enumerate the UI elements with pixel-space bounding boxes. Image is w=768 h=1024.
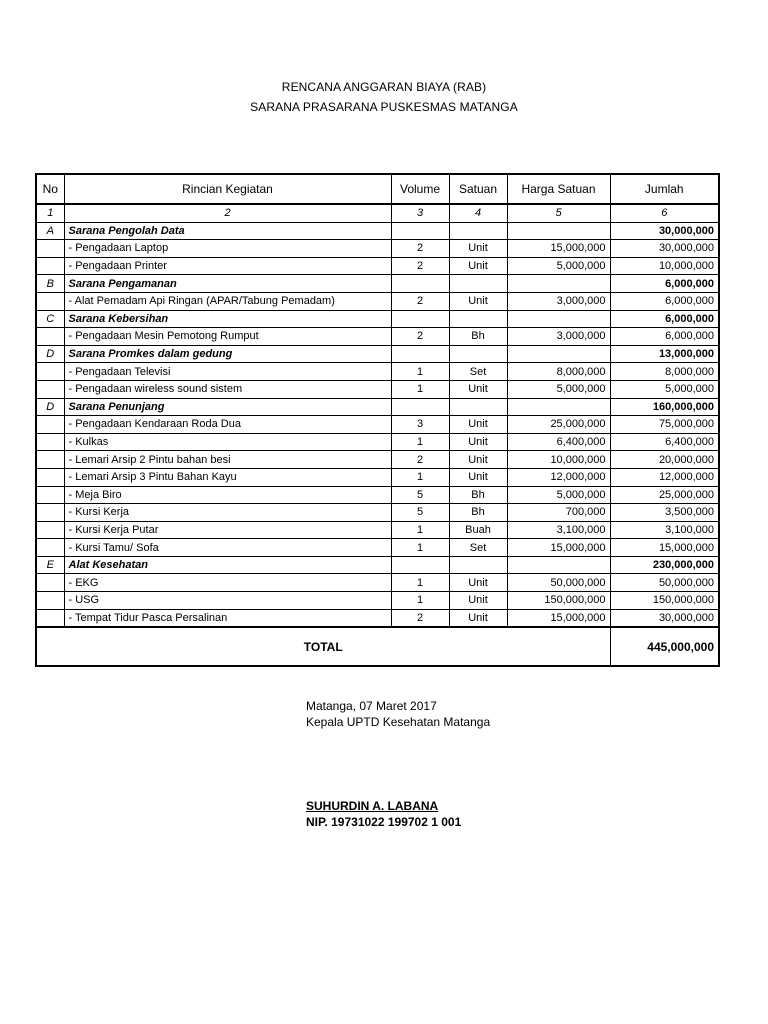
cell-satuan: Bh [449, 486, 507, 504]
cell-rincian: - Pengadaan Televisi [64, 363, 391, 381]
cell-satuan [449, 275, 507, 293]
cell-volume: 3 [391, 416, 449, 434]
cell-harga-satuan: 15,000,000 [507, 240, 610, 258]
cell-volume: 2 [391, 240, 449, 258]
cell-satuan: Set [449, 539, 507, 557]
cell-no [36, 257, 64, 275]
category-row [36, 556, 719, 574]
cell-volume: 1 [391, 363, 449, 381]
cell-no [36, 416, 64, 434]
cell-satuan: Unit [449, 609, 507, 627]
cell-rincian: - EKG [64, 574, 391, 592]
cell-harga-satuan [507, 222, 610, 240]
header-rincian-kegiatan: Rincian Kegiatan [64, 174, 391, 204]
cell-harga-satuan: 6,400,000 [507, 433, 610, 451]
cell-rincian: Sarana Pengamanan [64, 275, 391, 293]
cell-no [36, 292, 64, 310]
cell-no [36, 609, 64, 627]
cell-rincian: - Meja Biro [64, 486, 391, 504]
cell-harga-satuan: 150,000,000 [507, 592, 610, 610]
cell-satuan [449, 345, 507, 363]
table-row [36, 609, 719, 627]
table-row [36, 521, 719, 539]
cell-harga-satuan: 3,100,000 [507, 521, 610, 539]
cell-no [36, 451, 64, 469]
cell-harga-satuan: 5,000,000 [507, 486, 610, 504]
cell-no [36, 592, 64, 610]
cell-harga-satuan: 3,000,000 [507, 328, 610, 346]
table-row [36, 592, 719, 610]
table-row [36, 433, 719, 451]
cell-no: C [36, 310, 64, 328]
cell-no: D [36, 345, 64, 363]
cell-jumlah: 230,000,000 [610, 556, 719, 574]
cell-no [36, 433, 64, 451]
cell-harga-satuan: 15,000,000 [507, 609, 610, 627]
cell-no: E [36, 556, 64, 574]
table-row [36, 486, 719, 504]
column-number: 4 [449, 204, 507, 222]
cell-jumlah: 5,000,000 [610, 380, 719, 398]
cell-satuan: Unit [449, 574, 507, 592]
cell-harga-satuan [507, 556, 610, 574]
cell-jumlah: 8,000,000 [610, 363, 719, 381]
cell-volume: 2 [391, 257, 449, 275]
table-header-row [36, 174, 719, 204]
cell-satuan: Unit [449, 380, 507, 398]
cell-satuan [449, 556, 507, 574]
table-row [36, 240, 719, 258]
cell-rincian: - Lemari Arsip 3 Pintu Bahan Kayu [64, 468, 391, 486]
cell-harga-satuan: 12,000,000 [507, 468, 610, 486]
cell-volume [391, 345, 449, 363]
cell-volume: 1 [391, 592, 449, 610]
cell-jumlah: 6,000,000 [610, 292, 719, 310]
cell-jumlah: 160,000,000 [610, 398, 719, 416]
header-volume: Volume [391, 174, 449, 204]
cell-rincian: - Kursi Kerja [64, 504, 391, 522]
cell-volume: 1 [391, 574, 449, 592]
cell-satuan [449, 398, 507, 416]
table-row [36, 380, 719, 398]
document-subtitle: SARANA PRASARANA PUSKESMAS MATANGA [250, 100, 518, 114]
signatory-name: SUHURDIN A. LABANA [306, 799, 439, 813]
cell-rincian: - Pengadaan Mesin Pemotong Rumput [64, 328, 391, 346]
cell-jumlah: 6,400,000 [610, 433, 719, 451]
cell-volume [391, 310, 449, 328]
cell-harga-satuan [507, 275, 610, 293]
cell-jumlah: 6,000,000 [610, 310, 719, 328]
cell-jumlah: 6,000,000 [610, 328, 719, 346]
cell-jumlah: 30,000,000 [610, 240, 719, 258]
cell-jumlah: 50,000,000 [610, 574, 719, 592]
header-satuan: Satuan [449, 174, 507, 204]
cell-volume [391, 222, 449, 240]
cell-harga-satuan: 5,000,000 [507, 380, 610, 398]
cell-satuan: Unit [449, 257, 507, 275]
cell-harga-satuan: 10,000,000 [507, 451, 610, 469]
category-row [36, 275, 719, 293]
cell-rincian: - Kursi Tamu/ Sofa [64, 539, 391, 557]
column-number: 5 [507, 204, 610, 222]
cell-no [36, 380, 64, 398]
cell-no [36, 240, 64, 258]
document-title: RENCANA ANGGARAN BIAYA (RAB) [281, 80, 487, 94]
column-number: 3 [391, 204, 449, 222]
cell-volume: 5 [391, 504, 449, 522]
cell-volume: 2 [391, 292, 449, 310]
cell-satuan: Buah [449, 521, 507, 539]
cell-rincian: - Pengadaan Printer [64, 257, 391, 275]
cell-rincian: - USG [64, 592, 391, 610]
cell-rincian: Sarana Promkes dalam gedung [64, 345, 391, 363]
cell-harga-satuan [507, 345, 610, 363]
cell-no [36, 521, 64, 539]
header-harga-satuan: Harga Satuan [507, 174, 610, 204]
cell-volume: 1 [391, 468, 449, 486]
header-jumlah: Jumlah [610, 174, 719, 204]
cell-jumlah: 3,100,000 [610, 521, 719, 539]
cell-rincian: Sarana Penunjang [64, 398, 391, 416]
table-row [36, 451, 719, 469]
cell-jumlah: 30,000,000 [610, 609, 719, 627]
table-row [36, 504, 719, 522]
cell-no [36, 504, 64, 522]
cell-harga-satuan [507, 310, 610, 328]
cell-jumlah: 3,500,000 [610, 504, 719, 522]
cell-rincian: - Pengadaan Laptop [64, 240, 391, 258]
cell-jumlah: 13,000,000 [610, 345, 719, 363]
cell-no [36, 574, 64, 592]
cell-jumlah: 10,000,000 [610, 257, 719, 275]
cell-no [36, 486, 64, 504]
cell-no [36, 539, 64, 557]
cell-jumlah: 150,000,000 [610, 592, 719, 610]
cell-jumlah: 30,000,000 [610, 222, 719, 240]
cell-harga-satuan: 5,000,000 [507, 257, 610, 275]
cell-rincian: - Kursi Kerja Putar [64, 521, 391, 539]
cell-harga-satuan: 3,000,000 [507, 292, 610, 310]
cell-volume [391, 275, 449, 293]
cell-rincian: Sarana Pengolah Data [64, 222, 391, 240]
cell-harga-satuan [507, 398, 610, 416]
cell-rincian: Sarana Kebersihan [64, 310, 391, 328]
cell-satuan [449, 222, 507, 240]
column-number-row [36, 204, 719, 222]
total-row [36, 627, 719, 666]
signatory-nip: NIP. 19731022 199702 1 001 [306, 815, 462, 829]
cell-no: D [36, 398, 64, 416]
cell-satuan: Bh [449, 328, 507, 346]
total-value: 445,000,000 [610, 627, 719, 666]
cell-volume: 2 [391, 609, 449, 627]
cell-volume: 2 [391, 328, 449, 346]
cell-no: B [36, 275, 64, 293]
signatory-office: Kepala UPTD Kesehatan Matanga [306, 715, 491, 729]
cell-harga-satuan: 15,000,000 [507, 539, 610, 557]
budget-table [35, 173, 720, 667]
cell-satuan: Unit [449, 240, 507, 258]
cell-satuan: Set [449, 363, 507, 381]
total-label: TOTAL [36, 627, 610, 666]
table-row [36, 416, 719, 434]
header-no: No [36, 174, 64, 204]
cell-satuan: Unit [449, 592, 507, 610]
cell-satuan [449, 310, 507, 328]
table-row [36, 574, 719, 592]
category-row [36, 345, 719, 363]
cell-rincian: - Kulkas [64, 433, 391, 451]
category-row [36, 222, 719, 240]
cell-harga-satuan: 700,000 [507, 504, 610, 522]
cell-no [36, 363, 64, 381]
cell-harga-satuan: 8,000,000 [507, 363, 610, 381]
cell-jumlah: 20,000,000 [610, 451, 719, 469]
cell-satuan: Unit [449, 433, 507, 451]
cell-no: A [36, 222, 64, 240]
cell-volume: 2 [391, 451, 449, 469]
cell-no [36, 468, 64, 486]
cell-harga-satuan: 50,000,000 [507, 574, 610, 592]
place-date: Matanga, 07 Maret 2017 [306, 699, 437, 713]
cell-volume: 1 [391, 539, 449, 557]
cell-satuan: Unit [449, 292, 507, 310]
cell-satuan: Bh [449, 504, 507, 522]
category-row [36, 398, 719, 416]
table-row [36, 539, 719, 557]
cell-volume: 1 [391, 433, 449, 451]
category-row [36, 310, 719, 328]
cell-jumlah: 15,000,000 [610, 539, 719, 557]
table-row [36, 257, 719, 275]
column-number: 6 [610, 204, 719, 222]
cell-rincian: - Alat Pemadam Api Ringan (APAR/Tabung Pemadam) [64, 292, 391, 310]
cell-satuan: Unit [449, 451, 507, 469]
column-number: 2 [64, 204, 391, 222]
cell-rincian: - Pengadaan wireless sound sistem [64, 380, 391, 398]
cell-rincian: - Lemari Arsip 2 Pintu bahan besi [64, 451, 391, 469]
cell-harga-satuan: 25,000,000 [507, 416, 610, 434]
table-body [36, 222, 719, 627]
table-row [36, 468, 719, 486]
cell-jumlah: 6,000,000 [610, 275, 719, 293]
cell-rincian: Alat Kesehatan [64, 556, 391, 574]
table-row [36, 292, 719, 310]
cell-rincian: - Pengadaan Kendaraan Roda Dua [64, 416, 391, 434]
cell-volume [391, 398, 449, 416]
cell-jumlah: 75,000,000 [610, 416, 719, 434]
cell-volume: 1 [391, 521, 449, 539]
cell-jumlah: 25,000,000 [610, 486, 719, 504]
cell-satuan: Unit [449, 416, 507, 434]
cell-rincian: - Tempat Tidur Pasca Persalinan [64, 609, 391, 627]
column-number: 1 [36, 204, 64, 222]
table-row [36, 363, 719, 381]
cell-satuan: Unit [449, 468, 507, 486]
cell-jumlah: 12,000,000 [610, 468, 719, 486]
table-row [36, 328, 719, 346]
cell-volume: 5 [391, 486, 449, 504]
cell-volume: 1 [391, 380, 449, 398]
cell-volume [391, 556, 449, 574]
cell-no [36, 328, 64, 346]
